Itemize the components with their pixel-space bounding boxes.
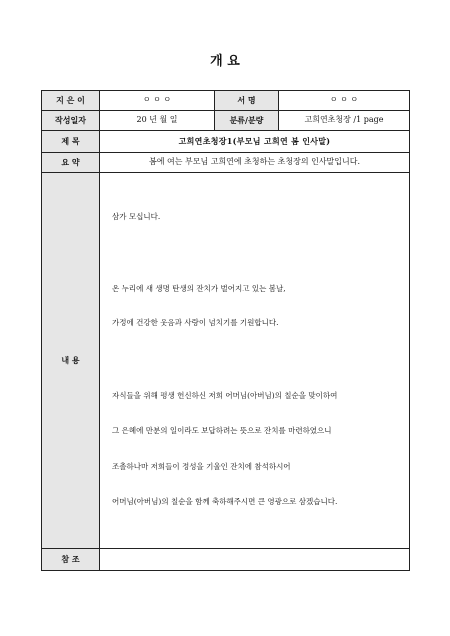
reference-row [42, 549, 410, 571]
date-label: 작성일자 [42, 111, 100, 131]
page-title: 개 요 [210, 54, 240, 69]
content-line: 삼가 모십니다. [112, 212, 161, 221]
summary-label: 요 약 [42, 153, 100, 173]
content-line: 어머님(아버님)의 칠순을 함께 축하해주시면 큰 영광으로 삼겠습니다. [112, 497, 338, 506]
content-line: 조촐하나마 저희들이 정성을 기울인 잔치에 참석하시어 [112, 462, 291, 471]
signer-label: 서 명 [215, 91, 279, 111]
document-form-table [41, 90, 410, 571]
author-label: 지 은 이 [42, 91, 100, 111]
reference-value [100, 549, 410, 571]
summary-row [42, 153, 410, 173]
content-line: 자식들을 위해 평생 헌신하신 저희 어머님(아버님)의 칠순을 맞이하여 [112, 391, 338, 400]
reference-label: 참 조 [42, 549, 100, 571]
content-line: 가정에 건강한 웃음과 사랑이 넘치기를 기원합니다. [112, 318, 279, 327]
author-value: ㅇ ㅇ ㅇ [100, 91, 215, 111]
date-row [42, 111, 410, 131]
subject-label: 제 목 [42, 131, 100, 153]
signer-value: ㅇ ㅇ ㅇ [279, 91, 410, 111]
subject-value: 고희연초청장1(부모님 고희연 봄 인사말) [100, 131, 410, 153]
content-row [42, 173, 410, 549]
content-line: 그 은혜에 만분의 일이라도 보답하려는 뜻으로 잔치를 마련하였으니 [112, 426, 332, 435]
subject-row [42, 131, 410, 153]
content-line: 온 누리에 새 생명 탄생의 잔치가 벌어지고 있는 봄날, [112, 284, 286, 293]
category-value: 고희연초청장 /1 page [279, 111, 410, 131]
content-label: 내 용 [42, 173, 100, 549]
summary-value: 봄에 여는 부모님 고희연에 초청하는 초청장의 인사말입니다. [100, 153, 410, 173]
category-label: 분류/분량 [215, 111, 279, 131]
date-value: 20 년 월 일 [100, 111, 215, 131]
content-body [100, 173, 410, 549]
author-row [42, 91, 410, 111]
